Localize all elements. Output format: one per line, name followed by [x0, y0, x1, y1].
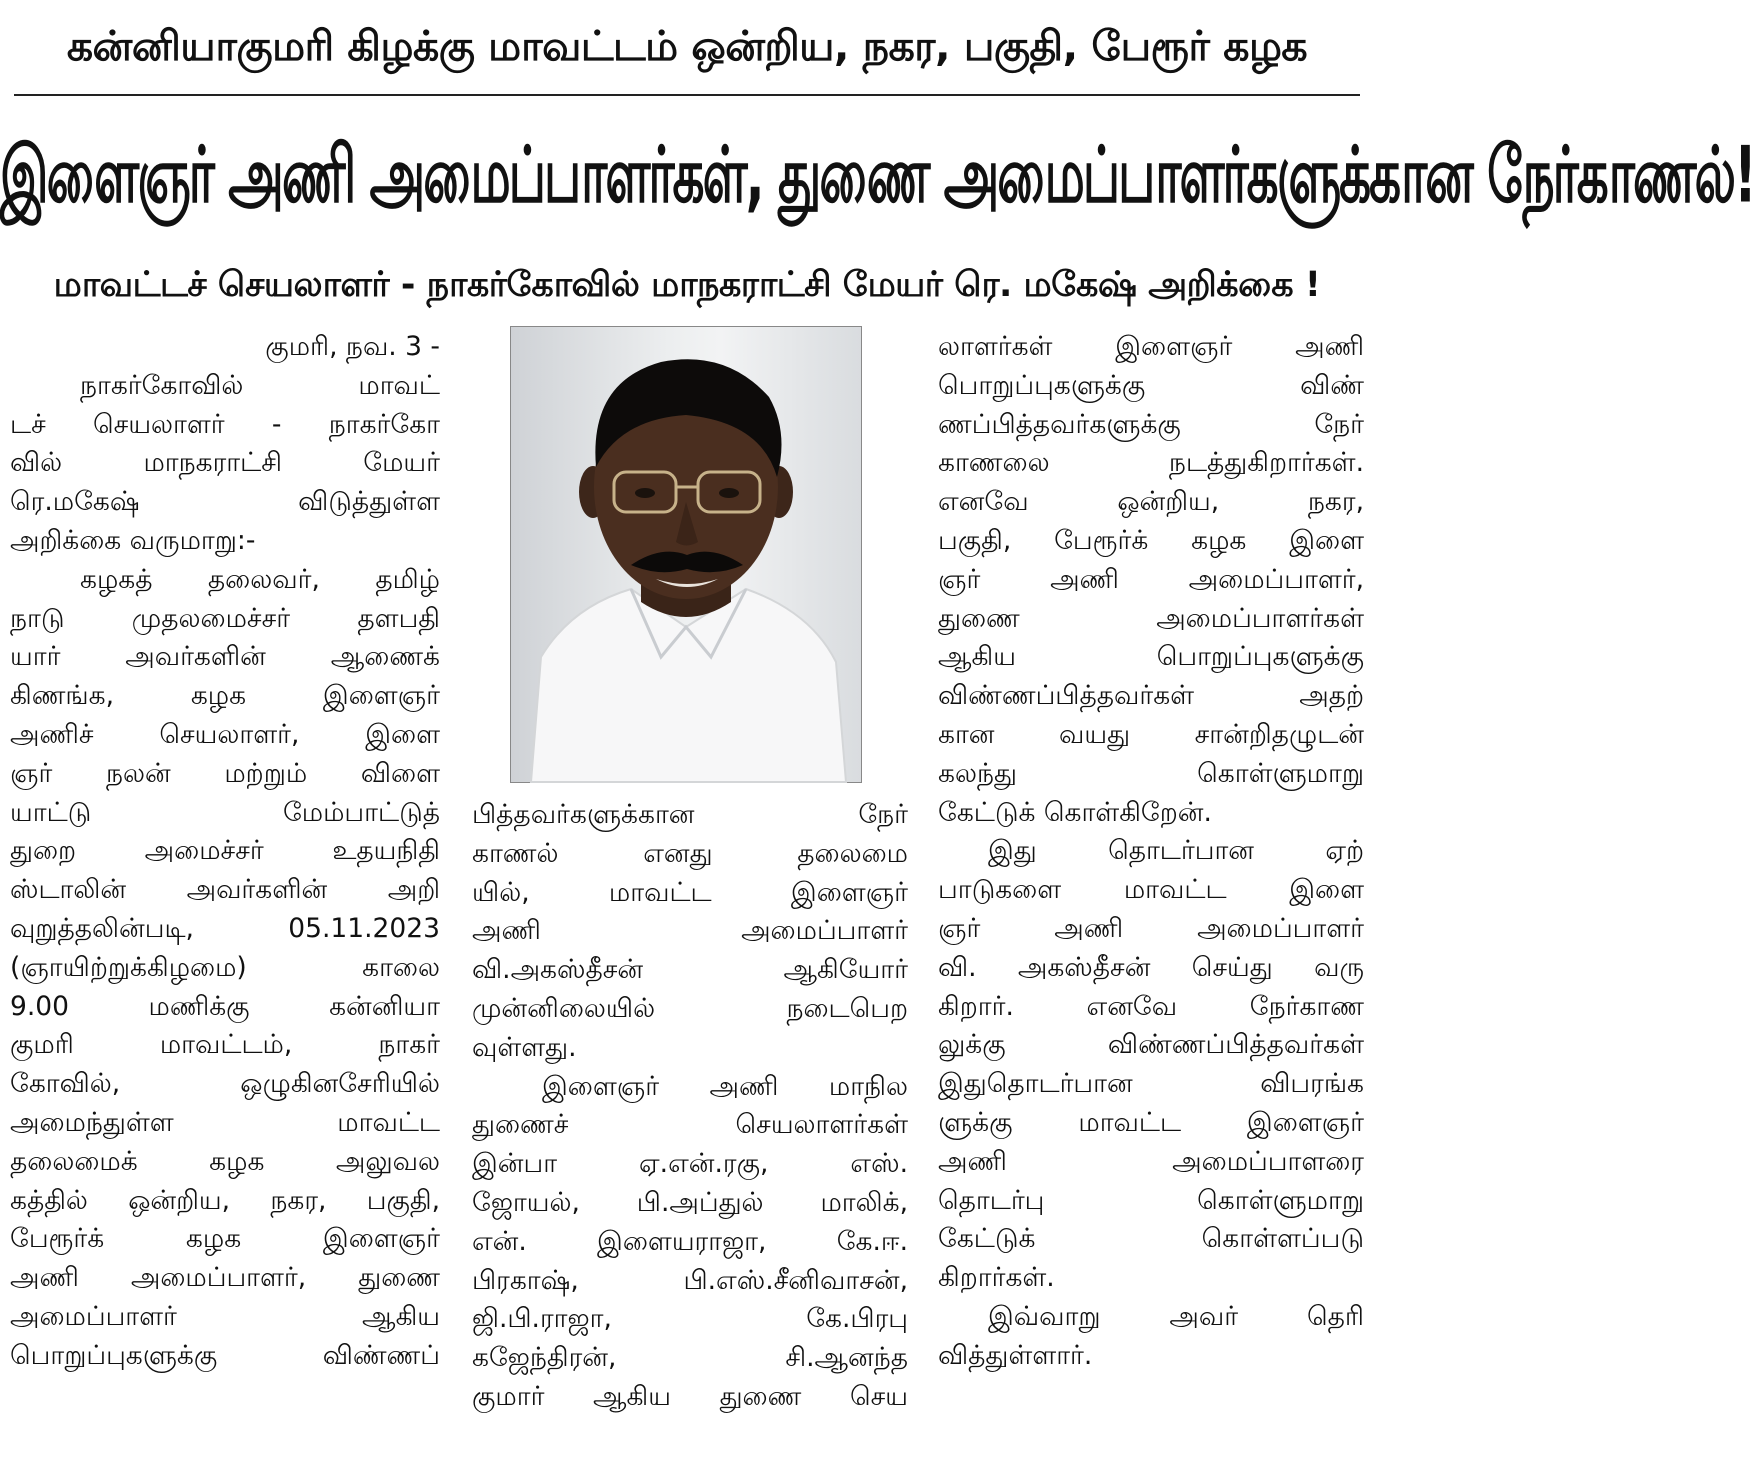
column-line: கான வயது சான்றிதழுடன் [938, 718, 1364, 750]
column-line: துணை அமைப்பாளர்கள் [938, 602, 1364, 634]
article-column-2 [472, 796, 908, 1417]
column-line: இது தொடர்பான ஏற் [988, 835, 1364, 867]
subheadline: மாவட்டச் செயலாளர் - நாகர்கோவில் மாநகராட்சி மேயர் ரெ. மகேஷ் அறிக்கை ! [53, 265, 1321, 305]
column-line: கிறார்கள். [938, 1262, 1055, 1294]
column-line: ணப்பித்தவர்களுக்கு நேர் [938, 408, 1364, 440]
column-line: இளைஞர் அணி மாநில [542, 1070, 908, 1102]
column-line: (ஞாயிற்றுக்கிழமை) காலை [10, 951, 440, 983]
column-line: என். இளையராஜா, கே.ஈ. [472, 1225, 908, 1257]
column-line: பேரூர்க் கழக இளைஞர் [10, 1223, 440, 1255]
column-line: அறிக்கை வருமாறு:- [10, 524, 256, 556]
column-line: காணலை நடத்துகிறார்கள். [938, 447, 1364, 479]
column-line: ளுக்கு மாவட்ட இளைஞர் [938, 1106, 1364, 1138]
column-line: வி. அகஸ்தீசன் செய்து வரு [938, 951, 1364, 983]
column-line: அமைப்பாளர் ஆகிய [10, 1300, 440, 1332]
column-line: கலந்து கொள்ளுமாறு [938, 757, 1364, 789]
column-line: வுள்ளது. [472, 1031, 577, 1063]
column-line: கேட்டுக் கொள்கிறேன். [938, 796, 1212, 828]
column-line: ஜோயல், பி.அப்துல் மாலிக், [472, 1186, 908, 1218]
kicker-line: கன்னியாகுமரி கிழக்கு மாவட்டம் ஒன்றிய, நகர, பகுதி, பேரூர் கழக [66, 22, 1308, 70]
column-line: பகுதி, பேரூர்க் கழக இளை [938, 524, 1364, 556]
column-line: பிரகாஷ், பி.எஸ்.சீனிவாசன், [472, 1264, 908, 1296]
column-line: யில், மாவட்ட இளைஞர் [472, 876, 908, 908]
column-line: ஆகிய பொறுப்புகளுக்கு [938, 641, 1364, 673]
column-line: வில் மாநகராட்சி மேயர் [10, 447, 440, 479]
column-line: முன்னிலையில் நடைபெற [472, 992, 908, 1024]
article-column-3 [938, 328, 1364, 1376]
column-line: பாடுகளை மாவட்ட இளை [938, 874, 1364, 906]
column-line: கேட்டுக் கொள்ளப்படு [938, 1223, 1364, 1255]
column-line: குமார் ஆகிய துணை செய [472, 1380, 908, 1412]
column-line: வி.அகஸ்தீசன் ஆகியோர் [472, 954, 908, 986]
column-line: விண்ணப்பித்தவர்கள் அதற் [938, 680, 1364, 712]
column-line: கிணங்க, கழக இளைஞர் [10, 680, 440, 712]
dateline: குமரி, நவ. 3 - [265, 331, 440, 362]
column-line: ஞர் அணி அமைப்பாளர், [938, 563, 1364, 595]
column-line: லாளர்கள் இளைஞர் அணி [938, 331, 1364, 362]
column-line: அணி அமைப்பாளர் [472, 915, 908, 947]
column-line: இவ்வாறு அவர் தெரி [988, 1300, 1364, 1332]
column-line: ஞர் அணி அமைப்பாளர் [938, 912, 1364, 944]
portrait-illustration [511, 327, 861, 782]
column-line: டச் செயலாளர் - நாகர்கோ [10, 408, 440, 440]
column-line: இதுதொடர்பான விபரங்க [938, 1068, 1364, 1100]
column-line: நாடு முதலமைச்சர் தளபதி [10, 602, 440, 634]
headline: இளைஞர் அணி அமைப்பாளர்கள், துணை அமைப்பாளர்களுக்கான நேர்காணல்! [0, 130, 1755, 220]
column-line: இன்பா ஏ.என்.ரகு, எஸ். [472, 1148, 908, 1180]
column-line: அணி அமைப்பாளரை [938, 1145, 1364, 1177]
column-line: லுக்கு விண்ணப்பித்தவர்கள் [938, 1029, 1364, 1061]
column-line: அணிச் செயலாளர், இளை [10, 718, 440, 750]
column-line: துணைச் செயலாளர்கள் [472, 1109, 908, 1141]
column-line: காணல் எனது தலைமை [472, 837, 908, 869]
column-line: கத்தில் ஒன்றிய, நகர, பகுதி, [10, 1184, 440, 1216]
column-line: பித்தவர்களுக்கான நேர் [472, 799, 908, 830]
column-line: வுறுத்தலின்படி, 05.11.2023 [10, 912, 440, 944]
column-line: கஜேந்திரன், சி.ஆனந்த [472, 1342, 908, 1374]
column-line: பொறுப்புகளுக்கு விண் [938, 369, 1364, 401]
column-line: யார் அவர்களின் ஆணைக் [10, 641, 440, 673]
portrait-photo [510, 326, 862, 783]
column-line: கோவில், ஒழுகினசேரியில் [10, 1068, 440, 1100]
column-line: நாகர்கோவில் மாவட் [80, 369, 440, 401]
column-line: கழகத் தலைவர், தமிழ் [80, 563, 440, 595]
column-line: துறை அமைச்சர் உதயநிதி [10, 835, 440, 867]
column-line: எனவே ஒன்றிய, நகர, [938, 486, 1364, 518]
column-line: அமைந்துள்ள மாவட்ட [10, 1106, 440, 1138]
column-line: அணி அமைப்பாளர், துணை [10, 1262, 440, 1294]
column-line: வித்துள்ளார். [938, 1339, 1093, 1371]
column-line: யாட்டு மேம்பாட்டுத் [10, 796, 440, 828]
column-line: தலைமைக் கழக அலுவல [10, 1145, 440, 1177]
column-line: ஞர் நலன் மற்றும் விளை [10, 757, 440, 789]
column-line: கிறார். எனவே நேர்காண [938, 990, 1364, 1022]
column-line: ஜி.பி.ராஜா, கே.பிரபு [472, 1303, 908, 1335]
column-line: ரெ.மகேஷ் விடுத்துள்ள [10, 486, 440, 518]
column-line: 9.00 மணிக்கு கன்னியா [10, 990, 440, 1022]
column-line: ஸ்டாலின் அவர்களின் அறி [10, 874, 440, 906]
column-line: பொறுப்புகளுக்கு விண்ணப் [10, 1339, 440, 1371]
article-column-1 [10, 328, 440, 1376]
column-line: குமரி மாவட்டம், நாகர் [10, 1029, 440, 1061]
column-line: தொடர்பு கொள்ளுமாறு [938, 1184, 1364, 1216]
